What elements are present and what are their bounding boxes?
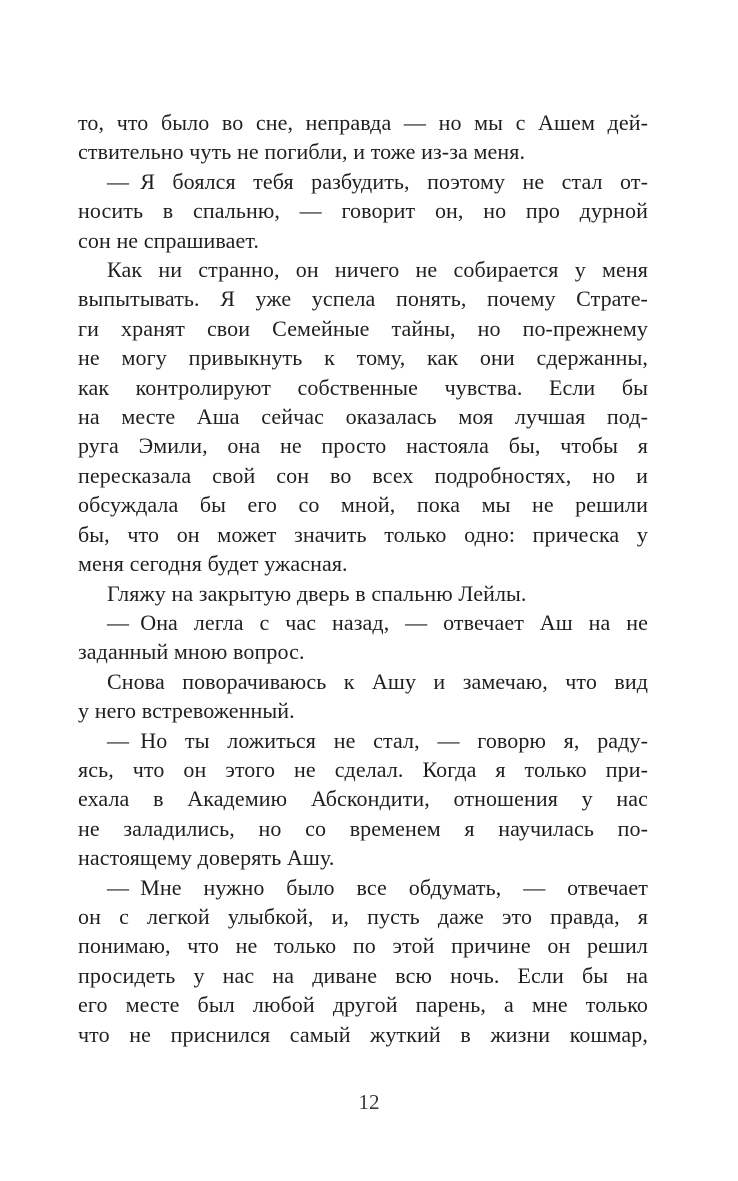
text-line: меня сегодня будет ужасная. bbox=[78, 551, 348, 577]
text-line: что не приснился самый жуткий в жизни кошмар, bbox=[78, 1021, 648, 1047]
text-line: не заладились, но со временем я научилась по- bbox=[78, 815, 648, 841]
text-line: — Она легла с час назад, — отвечает Аш на не bbox=[107, 609, 648, 635]
text-line: на месте Аша сейчас оказалась моя лучшая под- bbox=[78, 404, 648, 430]
text-line: носить в спальню, — говорит он, но про дурной bbox=[78, 198, 648, 224]
text-line: Снова поворачиваюсь к Ашу и замечаю, что вид bbox=[107, 668, 648, 694]
text-line: выпытывать. Я уже успела понять, почему Страте- bbox=[78, 286, 648, 312]
text-line: то, что было во сне, неправда — но мы с Ашем дей- bbox=[78, 110, 648, 135]
text-line: заданный мною вопрос. bbox=[78, 639, 305, 665]
text-line: как контролируют собственные чувства. Если бы bbox=[78, 374, 648, 400]
text-line: ствительно чуть не погибли, и тоже из-за меня. bbox=[78, 139, 526, 165]
text-line: ясь, что он этого не сделал. Когда я только при- bbox=[78, 756, 648, 782]
text-block bbox=[78, 108, 648, 1049]
text-line: обсуждала бы его со мной, пока мы не решили bbox=[78, 492, 648, 518]
text-line: просидеть у нас на диване всю ночь. Если бы на bbox=[78, 962, 648, 988]
text-line: он с легкой улыбкой, и, пусть даже это правда, я bbox=[78, 903, 648, 929]
text-line: — Мне нужно было все обдумать, — отвечает bbox=[107, 874, 648, 900]
text-line: — Но ты ложиться не стал, — говорю я, раду- bbox=[107, 727, 648, 753]
text-line: ехала в Академию Абскондити, отношения у нас bbox=[78, 786, 648, 812]
text-line: у него встревоженный. bbox=[78, 698, 295, 724]
text-line: сон не спрашивает. bbox=[78, 227, 259, 253]
text-line: — Я боялся тебя разбудить, поэтому не стал от- bbox=[107, 168, 648, 194]
text-line: ги хранят свои Семейные тайны, но по-прежнему bbox=[78, 315, 648, 341]
text-line: понимаю, что не только по этой причине он решил bbox=[78, 933, 648, 959]
text-line: настоящему доверять Ашу. bbox=[78, 845, 335, 871]
text-line: его месте был любой другой парень, а мне только bbox=[78, 992, 648, 1018]
text-line: Гляжу на закрытую дверь в спальню Лейлы. bbox=[107, 580, 527, 606]
text-line: Как ни странно, он ничего не собирается у меня bbox=[107, 257, 648, 283]
page-number: 12 bbox=[358, 1090, 380, 1114]
text-line: руга Эмили, она не просто настояла бы, чтобы я bbox=[78, 433, 648, 459]
text-line: не могу привыкнуть к тому, как они сдержанны, bbox=[78, 345, 648, 371]
text-line: пересказала свой сон во всех подробностях, но и bbox=[78, 462, 648, 488]
text-line: бы, что он может значить только одно: прическа у bbox=[78, 521, 648, 547]
